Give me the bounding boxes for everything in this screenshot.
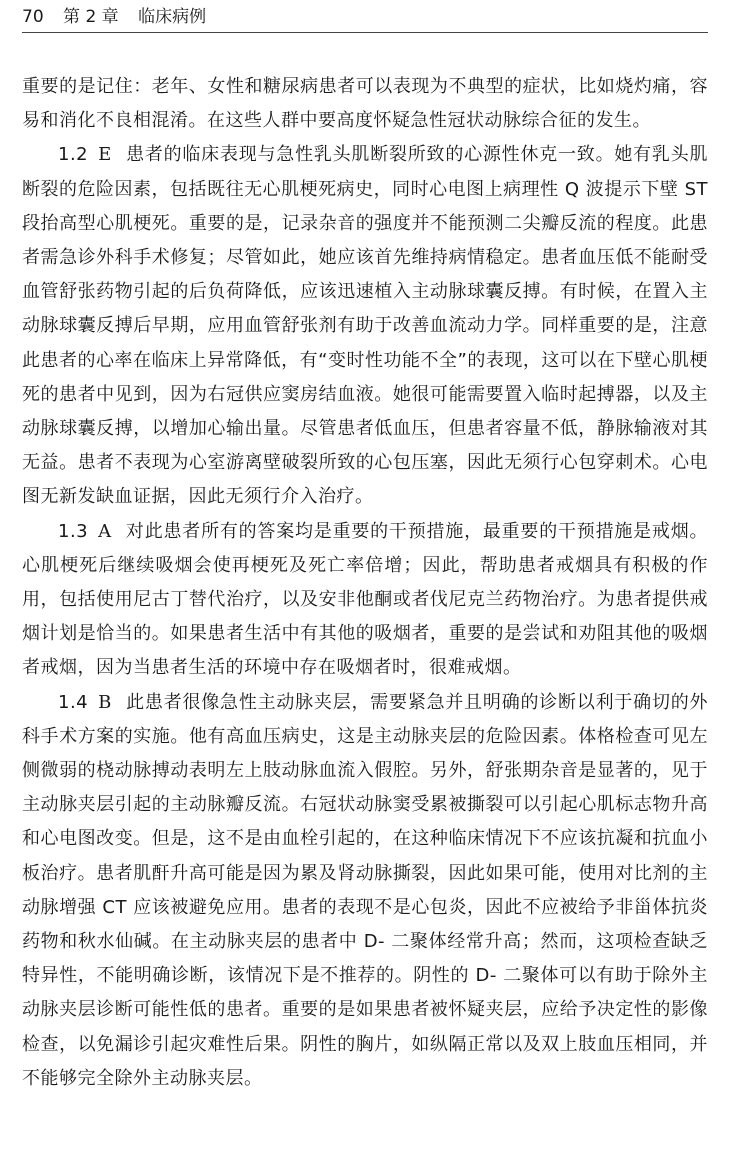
body-text: [22, 70, 708, 1096]
question-number: 1.4: [58, 691, 89, 713]
answer-paragraph-1-3: [22, 515, 708, 686]
header-divider: [22, 32, 708, 33]
paragraph-text: 此患者很像急性主动脉夹层，需要紧急并且明确的诊断以利于确切的外科手术方案的实施。他有高血压病史，这是主动脉夹层的危险因素。体格检查可见左侧微弱的桡动脉搏动表明左上肢动脉血流入假腔。另外，舒张期杂音是显著的，见于主动脉夹层引起的主动脉瓣反流。右冠状动脉窦受累被撕裂可以引起心肌标志物升高和心电图改变。但是，这不是由血栓引起的，在这种临床情况下不应该抗凝和抗血小板治疗。患者肌酐升高可能是因为累及肾动脉撕裂，因此如果可能，使用对比剂的主动脉增强 CT 应该被避免应用。患者的表现不是心包炎，因此不应被给予非甾体抗炎药物和秋水仙碱。在主动脉夹层的患者中 D- 二聚体经常升高；然而，这项检查缺乏特异性，不能明确诊断，该情况下是不推荐的。阴性的 D- 二聚体可以有助于除外主动脉夹层诊断可能性低的患者。重要的是如果患者被怀疑夹层，应给予决定性的影像检查，以免漏诊引起灾难性后果。阴性的胸片，如纵隔正常以及双上肢血压相同，并不能够完全除外主动脉夹层。: [22, 691, 708, 1089]
answer-letter: B: [98, 691, 112, 713]
question-number: 1.2: [58, 144, 89, 166]
chapter-label: 第 2 章: [63, 7, 119, 27]
question-number: 1.3: [58, 520, 89, 542]
answer-letter: A: [98, 520, 112, 542]
paragraph-text: 患者的临床表现与急性乳头肌断裂所致的心源性休克一致。她有乳头肌断裂的危险因素，包括既往无心肌梗死病史，同时心电图上病理性 Q 波提示下壁 ST 段抬高型心肌梗死。重要的是，记录杂音的强度并不能预测二尖瓣反流的程度。此患者需急诊外科手术修复；尽管如此，她应该首先维持病情稳定。患者血压低不能耐受血管舒张药物引起的后负荷降低，应该迅速植入主动脉球囊反搏。有时候，在置入主动脉球囊反搏后早期，应用血管舒张剂有助于改善血流动力学。同样重要的是，注意此患者的心率在临床上异常降低，有“变时性功能不全”的表现，这可以在下壁心肌梗死的患者中见到，因为右冠供应窦房结血液。她很可能需要置入临时起搏器，以及主动脉球囊反搏，以增加心输出量。尽管患者低血压，但患者容量不低，静脉输液对其无益。患者不表现为心室游离壁破裂所致的心包压塞，因此无须行心包穿刺术。心电图无新发缺血证据，因此无须行介入治疗。: [22, 144, 708, 508]
chapter-title: 临床病例: [138, 7, 207, 27]
answer-paragraph-1-4: [22, 686, 708, 1096]
paragraph-continuation: [22, 70, 708, 138]
page-number: 70: [22, 7, 44, 27]
paragraph-text: 重要的是记住：老年、女性和糖尿病患者可以表现为不典型的症状，比如烧灼痛，容易和消化不良相混淆。在这些人群中要高度怀疑急性冠状动脉综合征的发生。: [22, 76, 708, 132]
running-header: [22, 6, 206, 28]
answer-paragraph-1-2: [22, 138, 708, 514]
answer-letter: E: [98, 144, 112, 166]
paragraph-text: 对此患者所有的答案均是重要的干预措施，最重要的干预措施是戒烟。心肌梗死后继续吸烟会使再梗死及死亡率倍增；因此，帮助患者戒烟具有积极的作用，包括使用尼古丁替代治疗，以及安非他酮或者伐尼克兰药物治疗。为患者提供戒烟计划是恰当的。如果患者生活中有其他的吸烟者，重要的是尝试和劝阻其他的吸烟者戒烟，因为当患者生活的环境中存在吸烟者时，很难戒烟。: [22, 520, 708, 679]
